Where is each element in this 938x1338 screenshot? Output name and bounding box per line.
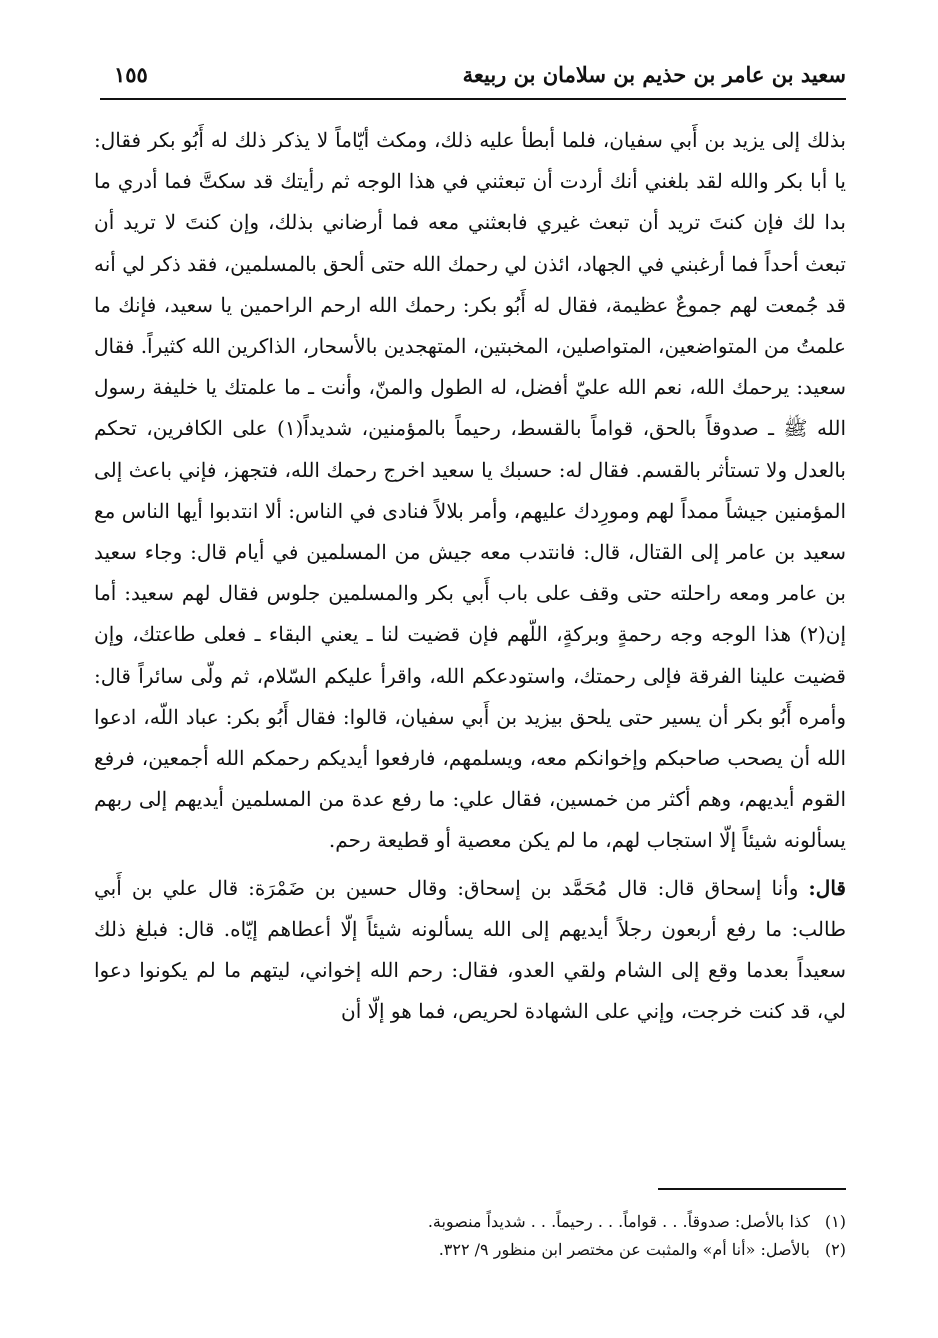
- paragraph-2-lead: قال:: [808, 875, 846, 900]
- page-number: ١٥٥: [114, 62, 148, 87]
- footnote-text: بالأصل: «أنا أم» والمثبت عن مختصر ابن منظور ٩/ ٣٢٢.: [438, 1240, 810, 1259]
- footnotes: [94, 1208, 846, 1264]
- paragraph-2-text: وأنا إسحاق قال: قال مُحَمَّد بن إسحاق: وقال حسين بن ضَمْرَة: قال علي بن أَبي طالب: ما رفع أربعون رجلاً أيديهم إلى الله يسألونه شيئاً إلّا أعطاهم إيّاه. قال: فبلغ ذلك سعيداً بعدما وقع إلى الشام ولقي العدو، فقال: رحم الله إخواني، ليتهم ما لم يكونوا دعوا لي، قد كنت خرجت، وإني على الشهادة لحريص، فما هو إلّا أن: [94, 875, 846, 1024]
- footnote-2: [94, 1236, 846, 1264]
- footnote-number: (١): [824, 1212, 846, 1231]
- footnote-number: (٢): [824, 1240, 846, 1259]
- paragraph-2: [94, 868, 846, 1033]
- footnote-separator: [658, 1188, 846, 1190]
- footnote-1: [94, 1208, 846, 1236]
- main-text: [94, 120, 846, 1032]
- footnote-text: كذا بالأصل: صدوقاً. . . قواماً. . . رحيماً. . . شديداً منصوبة.: [427, 1212, 810, 1231]
- running-header: [100, 58, 846, 100]
- paragraph-1: بذلك إلى يزيد بن أَبي سفيان، فلما أبطأ عليه ذلك، ومكث أيّاماً لا يذكر ذلك له أَبُو بكر فقال: يا أبا بكر والله لقد بلغني أنك أردت أن تبعثني في هذا الوجه ثم رأيتك قد سكتَّ فما أدري ما بدا لك فإن كنتَ تريد أن تبعث غيري فابعثني معه فما أرضاني بذلك، وإن كنتَ لا تريد أن تبعث أحداً فما أرغبني في الجهاد، ائذن لي رحمك الله حتى ألحق بالمسلمين، فقد ذكر لي أنه قد جُمعت لهم جموعٌ عظيمة، فقال له أَبُو بكر: رحمك الله ارحم الراحمين يا سعيد، فإنك ما علمتُ من المتواضعين، المتواصلين، المخبتين، المتهجدين بالأسحار، الذاكرين الله كثيراً. فقال سعيد: يرحمك الله، نعم الله عليّ أفضل، له الطول والمنّ، وأنت ـ ما علمتك يا خليفة رسول الله ﷺ ـ صدوقاً بالحق، قواماً بالقسط، رحيماً بالمؤمنين، شديداً(١) على الكافرين، تحكم بالعدل ولا تستأثر بالقسم. فقال له: حسبك يا سعيد اخرج رحمك الله، فتجهز، فإني باعث إلى المؤمنين جيشاً ممداً لهم ومورِدك عليهم، وأمر بلالاً فنادى في الناس: ألا انتدبوا أيها الناس مع سعيد بن عامر إلى القتال، قال: فانتدب معه جيش من المسلمين في أيام قال: وجاء سعيد بن عامر ومعه راحلته حتى وقف على باب أَبي بكر والمسلمين جلوس فقال لهم سعيد: أما إن(٢) هذا الوجه وجه رحمةٍ وبركةٍ، اللّهم فإن قضيت لنا ـ يعني البقاء ـ فعلى طاعتك، وإن قضيت علينا الفرقة فإلى رحمتك، واستودعكم الله، واقرأ عليكم السّلام، ثم ولّى سائراً قال: وأمره أَبُو بكر أن يسير حتى يلحق بيزيد بن أَبي سفيان، قالوا: فقال أَبُو بكر: عباد اللّه، ادعوا الله أن يصحب صاحبكم وإخوانكم معه، ويسلمهم، فارفعوا أيديكم رحمكم الله أجمعين، فرفع القوم أيديهم، وهم أكثر من خمسين، فقال علي: ما رفع عدة من المسلمين أيديهم إلى ربهم يسألونه شيئاً إلّا استجاب لهم، ما لم يكن معصية أو قطيعة رحم.: [94, 128, 847, 853]
- running-title: سعيد بن عامر بن حذيم بن سلامان بن ربيعة: [462, 62, 846, 87]
